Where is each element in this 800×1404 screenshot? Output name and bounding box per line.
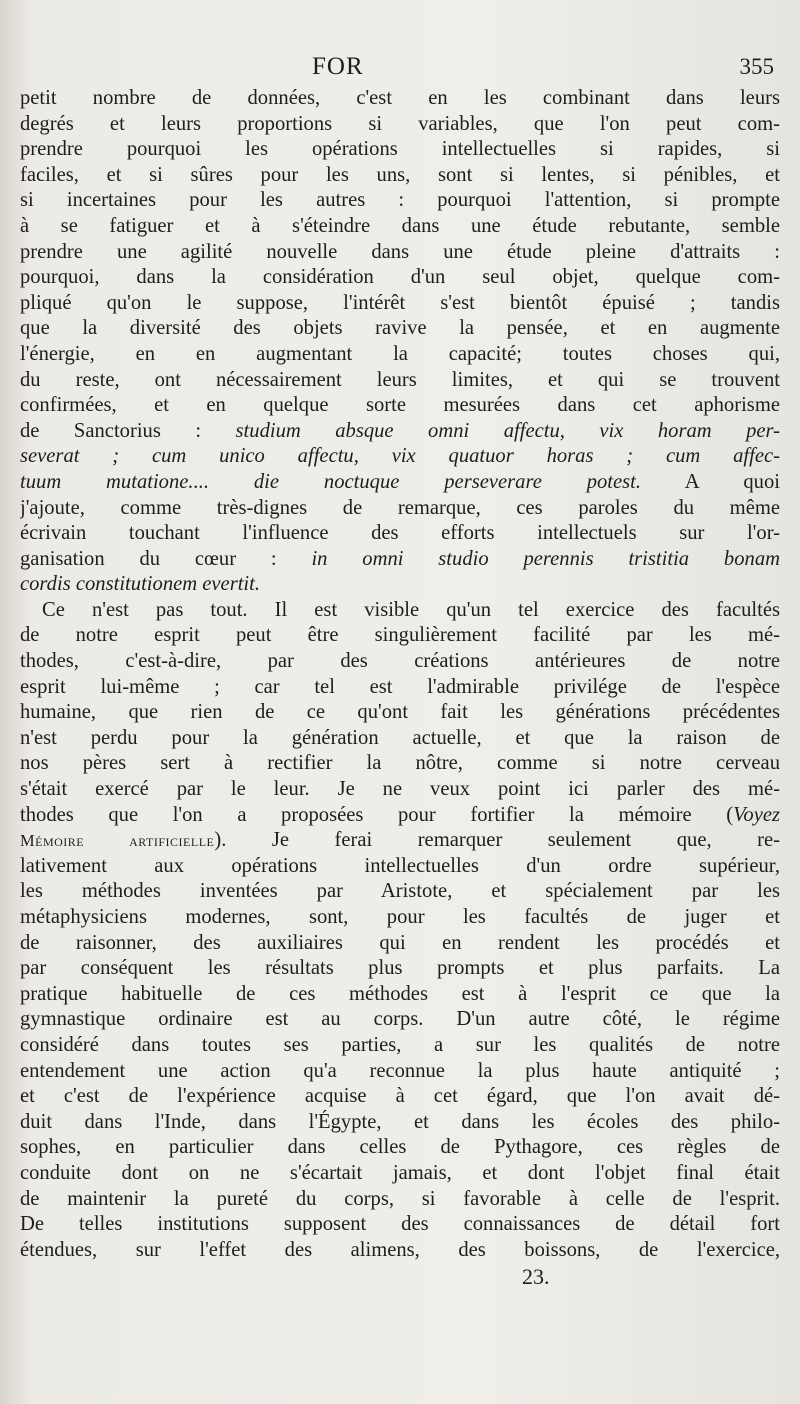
text-line — [20, 649, 780, 675]
text-line — [20, 879, 780, 905]
body-text — [20, 86, 780, 1263]
line-text: que la diversité des objets ravive la pensée, et en augmente — [20, 317, 780, 340]
text-line — [20, 1084, 780, 1110]
line-text: j'ajoute, comme très-dignes de remarque, ces paroles du même — [20, 496, 780, 519]
line-text: de notre esprit peut être singulièrement facilité par les mé- — [20, 624, 780, 647]
line-text: par conséquent les résultats plus prompts et plus parfaits. La — [20, 957, 780, 980]
text-line — [20, 982, 780, 1008]
text-line — [20, 1238, 780, 1264]
line-text: et c'est de l'expérience acquise à cet égard, que l'on avait dé- — [20, 1085, 780, 1108]
line-text: thodes, c'est-à-dire, par des créations antérieures de notre — [20, 650, 780, 673]
text-line — [20, 751, 780, 777]
italic-text: severat ; cum unico affectu, vix quatuor horas ; cum affec- — [20, 445, 780, 468]
text-line — [20, 188, 780, 214]
line-text: esprit lui-même ; car tel est l'admirable privilége de l'espèce — [20, 675, 780, 698]
text-line — [20, 1059, 780, 1085]
text-line — [20, 1187, 780, 1213]
page-number: 355 — [739, 54, 774, 79]
text-line — [20, 368, 780, 394]
text-line — [20, 316, 780, 342]
line-text: ). Je ferai remarquer seulement que, re- — [214, 829, 780, 852]
line-text: du reste, ont nécessairement leurs limites, et qui se trouvent — [20, 368, 780, 391]
text-line — [20, 675, 780, 701]
text-line — [20, 598, 780, 624]
text-line — [20, 572, 780, 598]
text-line — [20, 726, 780, 752]
text-line — [20, 496, 780, 522]
text-line — [20, 777, 780, 803]
line-text: duit dans l'Inde, dans l'Égypte, et dans les écoles des philo- — [20, 1110, 780, 1133]
line-text: écrivain touchant l'influence des efforts intellectuels sur l'or- — [20, 522, 780, 545]
line-text: humaine, que rien de ce qu'ont fait les générations précédentes — [20, 701, 780, 724]
text-line — [20, 905, 780, 931]
italic-text: Voyez — [733, 803, 780, 826]
line-text: étendues, sur l'effet des alimens, des boissons, de l'exercice, — [20, 1238, 780, 1261]
line-text: thodes que l'on a proposées pour fortifier la mémoire ( — [20, 803, 734, 826]
line-text: A quoi — [641, 470, 780, 493]
line-text: sophes, en particulier dans celles de Pythagore, ces règles de — [20, 1136, 780, 1159]
text-line — [20, 1033, 780, 1059]
italic-text: cordis constitutionem evertit. — [20, 573, 261, 596]
line-text: ganisation du cœur : — [20, 547, 312, 570]
signature-mark: 23. — [522, 1264, 550, 1289]
text-line — [20, 163, 780, 189]
text-line — [20, 700, 780, 726]
text-line — [20, 623, 780, 649]
text-line — [20, 1161, 780, 1187]
line-text: de Sanctorius : — [20, 419, 236, 442]
text-line — [20, 342, 780, 368]
line-text: l'énergie, en en augmentant la capacité; toutes choses qui, — [20, 342, 780, 365]
small-caps-text: Mémoire artificielle — [20, 831, 215, 851]
text-line — [20, 214, 780, 240]
text-line — [20, 547, 780, 573]
line-text: n'est perdu pour la génération actuelle, et que la raison de — [20, 726, 780, 749]
text-line — [20, 419, 780, 445]
line-text: de raisonner, des auxiliaires qui en rendent les procédés et — [20, 931, 780, 954]
line-text: confirmées, et en quelque sorte mesurées dans cet aphorisme — [20, 394, 780, 417]
line-text: De telles institutions supposent des connaissances de détail fort — [20, 1213, 780, 1236]
text-line — [20, 444, 780, 470]
text-line — [20, 828, 780, 854]
line-text: conduite dont on ne s'écartait jamais, et dont l'objet final était — [20, 1161, 780, 1184]
line-text: entendement une action qu'a reconnue la plus haute antiquité ; — [20, 1059, 780, 1082]
text-line — [20, 137, 780, 163]
text-line — [20, 1110, 780, 1136]
text-line — [20, 854, 780, 880]
text-line — [20, 240, 780, 266]
line-text: gymnastique ordinaire est au corps. D'un autre côté, le régime — [20, 1008, 780, 1031]
line-text: à se fatiguer et à s'éteindre dans une étude rebutante, semble — [20, 214, 780, 237]
text-line — [20, 470, 780, 496]
italic-text: in omni studio perennis tristitia bonam — [311, 547, 780, 570]
text-line — [20, 393, 780, 419]
text-line — [20, 112, 780, 138]
text-line — [20, 803, 780, 829]
line-text: prendre pourquoi les opérations intellectuelles si rapides, si — [20, 138, 780, 161]
text-line — [20, 291, 780, 317]
line-text: lativement aux opérations intellectuelles d'un ordre supérieur, — [20, 854, 780, 877]
line-text: prendre une agilité nouvelle dans une étude pleine d'attraits : — [20, 240, 780, 263]
line-text: pliqué qu'on le suppose, l'intérêt s'est bientôt épuisé ; tandis — [20, 291, 780, 314]
italic-text: studium absque omni affectu, vix horam per- — [235, 419, 780, 442]
line-text: pratique habituelle de ces méthodes est à l'esprit ce que la — [20, 982, 780, 1005]
line-text: si incertaines pour les autres : pourquoi l'attention, si prompte — [20, 189, 780, 212]
line-text: degrés et leurs proportions si variables, que l'on peut com- — [20, 112, 780, 135]
line-text: s'était exercé par le leur. Je ne veux point ici parler des mé- — [20, 778, 780, 801]
line-text: faciles, et si sûres pour les uns, sont si lentes, si pénibles, et — [20, 163, 780, 186]
text-line — [20, 956, 780, 982]
text-line — [20, 1135, 780, 1161]
line-text: petit nombre de données, c'est en les combinant dans leurs — [20, 87, 780, 109]
text-line — [20, 521, 780, 547]
line-text: les méthodes inventées par Aristote, et spécialement par les — [20, 880, 780, 903]
text-line — [20, 1007, 780, 1033]
line-text: nos pères sert à rectifier la nôtre, comme si notre cerveau — [20, 752, 780, 775]
line-text: Ce n'est pas tout. Il est visible qu'un tel exercice des facultés — [42, 598, 780, 621]
line-text: pourquoi, dans la considération d'un seul objet, quelque com- — [20, 266, 780, 289]
italic-text: tuum mutatione.... die noctuque perseverare potest. — [20, 470, 642, 493]
text-line — [20, 265, 780, 291]
text-line — [20, 931, 780, 957]
text-line — [20, 86, 780, 112]
line-text: considéré dans toutes ses parties, a sur les qualités de notre — [20, 1033, 780, 1056]
text-line — [20, 1212, 780, 1238]
page-header — [0, 50, 800, 84]
line-text: de maintenir la pureté du corps, si favorable à celle de l'esprit. — [20, 1187, 780, 1210]
running-head: FOR — [312, 53, 364, 80]
line-text: métaphysiciens modernes, sont, pour les facultés de juger et — [20, 906, 780, 928]
